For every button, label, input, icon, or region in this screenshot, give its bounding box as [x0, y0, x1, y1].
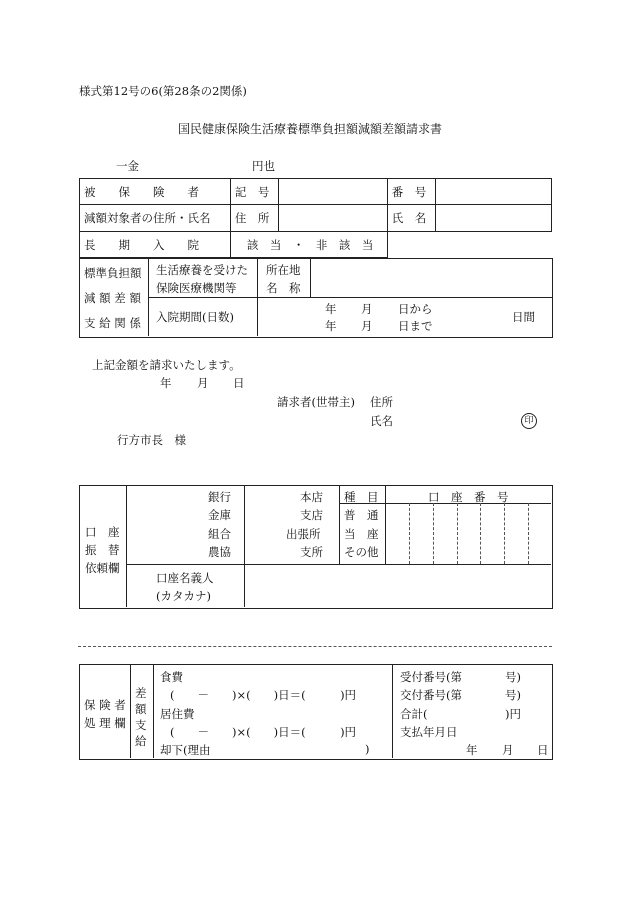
residence-label: 居住費 [160, 707, 195, 721]
divider [244, 485, 245, 607]
account-number-header: 口 座 番 号 [428, 490, 509, 504]
section-label-1: 標準負担額 [84, 266, 142, 280]
period-label: 入院期間(日数) [156, 310, 234, 324]
branch-type: 支所 [300, 545, 323, 559]
account-holder-kana: (カタカナ) [156, 589, 211, 603]
total-label: 合計( [400, 707, 428, 721]
category-option: 当 座 [344, 527, 379, 541]
address-field[interactable] [278, 205, 387, 232]
to-year: 年 [325, 319, 337, 333]
facility-name-label: 名 称 [266, 281, 301, 295]
addressee: 行方市長 様 [117, 433, 186, 447]
request-month: 月 [197, 376, 209, 390]
bank-type: 銀行 [208, 490, 231, 504]
to-day: 日まで [398, 319, 433, 333]
divider [339, 485, 340, 564]
reject-label: 却下(理由 [160, 743, 211, 757]
bank-label-1: 口 座 [85, 525, 120, 539]
branch-type: 本店 [300, 490, 323, 504]
claimant-address-label: 住所 [370, 395, 393, 409]
days-label: 日間 [512, 310, 535, 324]
institution-label-1: 生活療養を受けた [156, 263, 248, 277]
vert-char: 額 [135, 702, 147, 716]
office-box [79, 664, 553, 760]
request-day: 日 [233, 376, 245, 390]
form-title: 国民健康保険生活療養標準負担額減額差額請求書 [178, 122, 443, 136]
amount-prefix: 一金 [116, 159, 139, 173]
food-calc: ( － )×( )日＝( )円 [170, 688, 357, 702]
number-field[interactable] [435, 179, 551, 205]
paid-month: 月 [502, 743, 514, 757]
blank-cell [387, 232, 551, 258]
receipt-suffix: 号) [505, 670, 521, 684]
divider [153, 664, 154, 758]
claimant-name-label: 氏名 [370, 414, 393, 428]
total-suffix: )円 [505, 707, 521, 721]
name-field[interactable] [435, 205, 551, 232]
amount-suffix: 円也 [252, 159, 275, 173]
number-label: 番 号 [387, 179, 435, 205]
address-label: 住 所 [230, 205, 278, 232]
category-option: その他 [344, 545, 379, 559]
claimant-label: 請求者(世帯主) [277, 395, 355, 409]
branch-type: 出張所 [286, 527, 321, 541]
office-label-2: 処 理 欄 [84, 716, 126, 730]
bank-type: 農協 [208, 545, 231, 559]
digit-divider [528, 503, 529, 564]
section-box [79, 258, 553, 338]
symbol-label: 記 号 [230, 179, 278, 205]
residence-calc: ( － )×( )日＝( )円 [170, 725, 357, 739]
bank-type: 組合 [208, 527, 231, 541]
delivery-number: 交付番号(第 [400, 688, 462, 702]
seal-mark: 印 [521, 412, 537, 429]
digit-divider [433, 503, 434, 564]
office-label-1: 保 険 者 [84, 698, 126, 712]
paid-day: 日 [537, 743, 549, 757]
digit-divider [457, 503, 458, 564]
vert-char: 支 [135, 718, 147, 732]
divider [130, 664, 131, 758]
divider [126, 485, 127, 607]
form-number: 様式第12号の6(第28条の2関係) [79, 84, 247, 98]
request-year: 年 [160, 376, 172, 390]
symbol-field[interactable] [278, 179, 387, 205]
food-label: 食費 [160, 670, 183, 684]
section-label-3: 支 給 関 係 [84, 316, 141, 330]
category-header: 種 目 [344, 490, 379, 504]
paid-date-label: 支払年月日 [400, 725, 458, 739]
location-label: 所在地 [266, 263, 301, 277]
from-day: 日から [398, 302, 433, 316]
from-month: 月 [361, 302, 373, 316]
receipt-number: 受付番号(第 [400, 670, 462, 684]
insured-table [79, 178, 552, 258]
vert-char: 給 [135, 734, 147, 748]
cut-line [78, 646, 552, 647]
digit-divider [480, 503, 481, 564]
institution-label-2: 保険医療機関等 [156, 281, 237, 295]
applicable-option[interactable]: 該 当 ・ 非 該 当 [230, 232, 387, 258]
category-option: 普 通 [344, 508, 379, 522]
divider [392, 664, 393, 758]
from-year: 年 [325, 302, 337, 316]
request-statement: 上記金額を請求いたします。 [92, 358, 241, 372]
divider [310, 258, 311, 297]
target-label: 減額対象者の住所・氏名 [80, 205, 231, 232]
name-label: 氏 名 [387, 205, 435, 232]
section-label-2: 減 額 差 額 [84, 291, 141, 305]
bank-label-3: 依頼欄 [85, 561, 120, 575]
divider [126, 564, 551, 565]
to-month: 月 [361, 319, 373, 333]
paid-year: 年 [466, 743, 478, 757]
digit-divider [504, 503, 505, 564]
insured-label: 被 保 険 者 [80, 179, 231, 205]
digit-divider [409, 503, 410, 564]
delivery-suffix: 号) [505, 688, 521, 702]
long-hospitalization-label: 長 期 入 院 [80, 232, 231, 258]
divider [148, 297, 552, 298]
reject-close: ) [365, 742, 370, 756]
vert-char: 差 [135, 686, 147, 700]
bank-label-2: 振 替 [85, 543, 120, 557]
branch-type: 支店 [300, 508, 323, 522]
bank-type: 金庫 [208, 508, 231, 522]
divider [385, 485, 386, 564]
account-holder-label: 口座名義人 [156, 571, 214, 585]
